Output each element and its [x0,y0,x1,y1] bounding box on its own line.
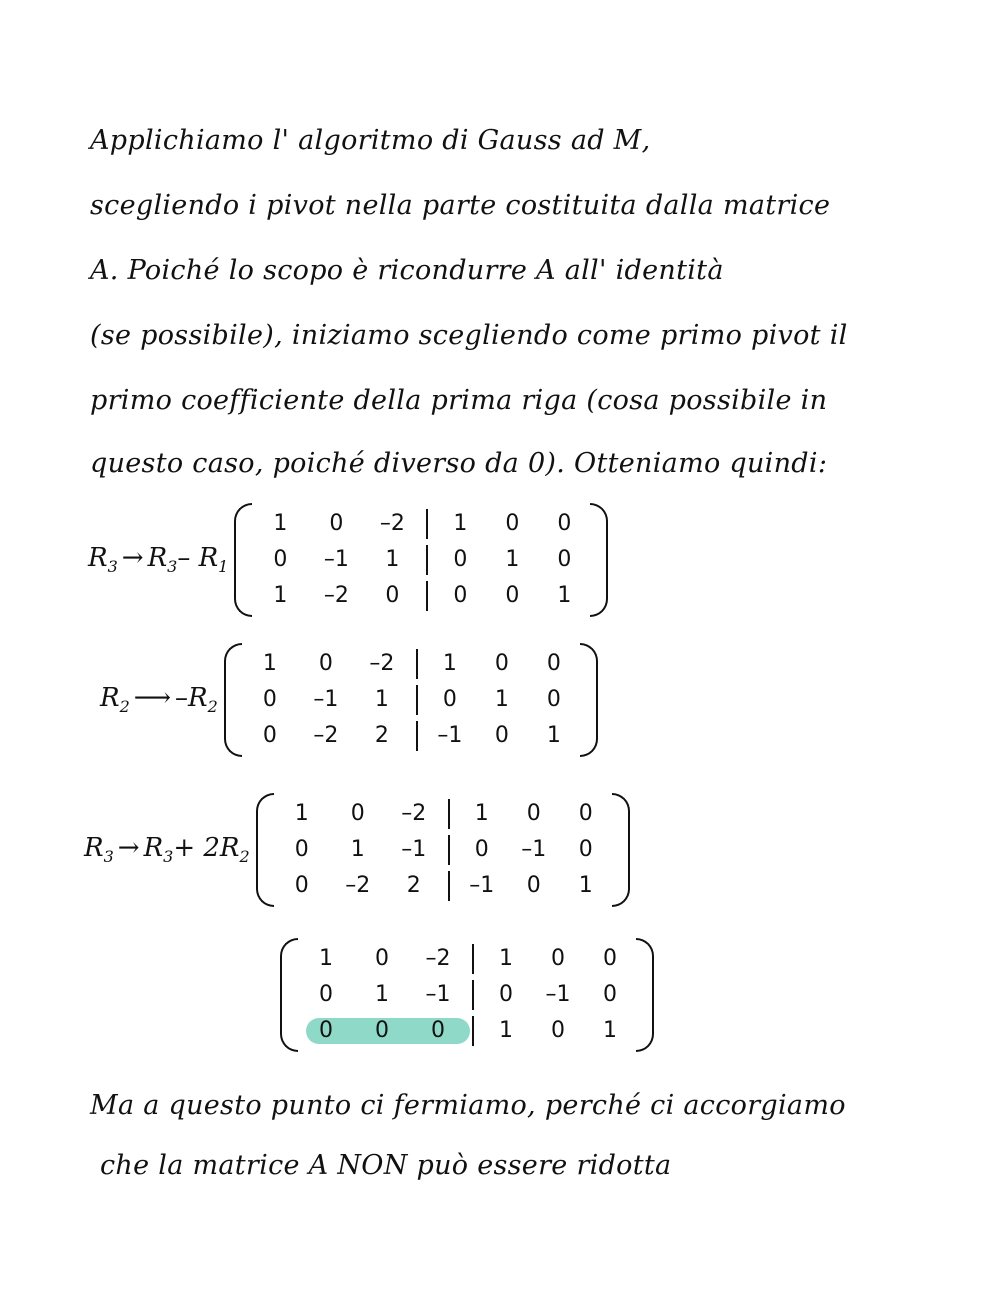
matrix-entry [274,799,330,829]
row-symbol: – R [177,543,219,574]
augment-separator [426,545,434,575]
entry-value: 0 [375,946,389,971]
entry-value: 1 [273,511,288,536]
entry-value: –2 [425,946,451,971]
matrix-entry [560,799,612,829]
entry-value: –2 [345,873,371,898]
matrix-entry [528,721,580,751]
matrix-entry [298,685,354,715]
entry-value: 1 [273,583,288,608]
matrix-entry [364,581,420,611]
matrix-entry [298,649,354,679]
matrix-entry [486,545,538,575]
augmented-matrix [224,649,598,751]
matrix-entry [528,649,580,679]
row-operation-label [84,833,250,866]
text-line: scegliendo i pivot nella parte costituita dalla matrice [90,190,831,221]
entry-value: 0 [546,687,561,712]
entry-value: 0 [505,511,520,536]
entry-value: 1 [499,946,513,971]
entry-value: 1 [350,837,365,862]
entry-value: 0 [294,837,309,862]
entry-value: 0 [578,837,593,862]
augment-separator [426,509,434,539]
entry-value: 0 [526,801,541,826]
entry-value: –1 [437,723,463,748]
row-operation-label [88,543,228,576]
matrix-entry [242,721,298,751]
text-line: Ma a questo punto ci fermiamo, perché ci accorgiamo [90,1090,846,1121]
entry-value: 0 [431,1018,445,1043]
matrix-entry [434,509,486,539]
entry-value: 0 [262,723,277,748]
matrix-entry [456,835,508,865]
entry-value: –1 [425,982,451,1007]
augment-separator [416,685,424,715]
matrix-entry [330,835,386,865]
row-symbol: –R [175,683,208,714]
text-line: Applichiamo l' algoritmo di Gauss ad M, [90,125,651,156]
entry-value: –2 [401,801,427,826]
entry-value: 0 [603,982,617,1007]
entry-value: 1 [262,651,277,676]
matrix-entry [252,581,308,611]
matrix-entry [354,685,410,715]
entry-value: 0 [499,982,513,1007]
matrix-entry [476,649,528,679]
matrix-entry [538,545,590,575]
entry-value: 0 [294,873,309,898]
row-symbol: ⟶ [133,683,172,714]
text-line: questo caso, poiché diverso da 0). Otteniamo quindi: [90,448,828,479]
row-symbol: → [117,833,140,864]
matrix-entry [410,980,466,1010]
entry-value: 0 [319,982,333,1007]
matrix-entry [480,944,532,974]
matrix-entry [252,545,308,575]
matrix-entry [476,721,528,751]
augment-separator [472,980,480,1010]
augmented-matrix [280,944,654,1046]
matrix-entry [298,944,354,974]
matrix-entry [274,871,330,901]
entry-value: 0 [494,723,509,748]
entry-value: 0 [385,583,400,608]
matrix-entry [308,545,364,575]
entry-value: –1 [323,547,349,572]
entry-value: 0 [546,651,561,676]
entry-value: 0 [557,511,572,536]
row-symbol: R [88,543,108,574]
entry-value: 1 [557,583,572,608]
row-symbol: R [147,543,168,574]
matrix-entry [252,509,308,539]
row-operation-label [100,683,218,716]
matrix-entry [532,944,584,974]
entry-value: 0 [350,801,365,826]
entry-value: –2 [369,651,395,676]
row-symbol: → [121,543,144,574]
matrix-entry [298,1016,354,1046]
matrix-entry [308,581,364,611]
matrix-entry [330,871,386,901]
matrix-entry [584,980,636,1010]
entry-value: 1 [494,687,509,712]
entry-value: 1 [474,801,489,826]
entry-value: 0 [442,687,457,712]
entry-value: 0 [273,547,288,572]
entry-value: 0 [453,547,468,572]
matrix-entry [274,835,330,865]
matrix-entry [354,649,410,679]
entry-value: 2 [374,723,389,748]
row-index: 3 [103,847,114,867]
matrix-entry [508,871,560,901]
matrix-entry [424,685,476,715]
entry-value: 0 [453,583,468,608]
matrix-entry [354,944,410,974]
matrix-entry [508,835,560,865]
matrix-entry [560,871,612,901]
entry-value: 1 [603,1018,617,1043]
matrix-entry [354,721,410,751]
entry-value: 0 [551,946,565,971]
entry-value: 1 [319,946,333,971]
matrix-entry [456,871,508,901]
row-index: 2 [239,847,250,867]
entry-value: 1 [374,687,389,712]
matrix-entry [528,685,580,715]
augment-separator [472,1016,480,1046]
matrix-entry [584,1016,636,1046]
augment-separator [448,871,456,901]
row-index: 2 [207,697,218,717]
entry-value: –1 [521,837,547,862]
augment-separator [448,835,456,865]
augment-separator [448,799,456,829]
matrix-entry [434,545,486,575]
text-line: che la matrice A NON può essere ridotta [100,1150,672,1181]
row-symbol: + 2R [173,833,240,864]
augmented-matrix [256,799,630,901]
entry-value: –2 [379,511,405,536]
matrix-entry [584,944,636,974]
row-index: 1 [218,557,229,577]
matrix-entry [434,581,486,611]
entry-value: 1 [375,982,389,1007]
entry-value: 0 [318,651,333,676]
entry-value: –2 [323,583,349,608]
entry-value: 1 [499,1018,513,1043]
entry-value: –1 [313,687,339,712]
matrix-entry [330,799,386,829]
entry-value: 2 [406,873,421,898]
entry-value: –1 [469,873,495,898]
row-symbol: R [143,833,164,864]
matrix-entry [242,685,298,715]
row-symbol: R [84,833,104,864]
matrix-entry [242,649,298,679]
entry-value: 0 [526,873,541,898]
row-index: 3 [163,847,174,867]
entry-value: 0 [551,1018,565,1043]
row-index: 3 [107,557,118,577]
augment-separator [426,581,434,611]
matrix-entry [476,685,528,715]
matrix-entry [480,1016,532,1046]
matrix-entry [410,1016,466,1046]
row-operation-step [100,640,598,760]
matrix-entry [298,721,354,751]
row-index: 2 [119,697,130,717]
entry-value: 0 [474,837,489,862]
matrix-entry [354,980,410,1010]
matrix-entry [480,980,532,1010]
row-symbol: R [100,683,120,714]
matrix-entry [386,871,442,901]
matrix-entry [410,944,466,974]
entry-value: 0 [578,801,593,826]
row-operation-step [84,790,630,910]
augment-separator [472,944,480,974]
entry-value: –2 [313,723,339,748]
row-operation-step [88,500,608,620]
entry-value: 1 [453,511,468,536]
entry-value: 1 [385,547,400,572]
augmented-matrix [234,509,608,611]
matrix-entry [532,980,584,1010]
matrix-entry [532,1016,584,1046]
entry-value: 1 [442,651,457,676]
entry-value: 0 [329,511,344,536]
text-line: (se possibile), iniziamo scegliendo come primo pivot il [90,320,848,351]
entry-value: –1 [401,837,427,862]
augment-separator [416,649,424,679]
text-line: A. Poiché lo scopo è ricondurre A all' identità [90,255,724,286]
row-index: 3 [167,557,178,577]
matrix-entry [386,835,442,865]
entry-value: 0 [375,1018,389,1043]
entry-value: 1 [578,873,593,898]
row-operation-step [280,935,654,1055]
entry-value: 0 [603,946,617,971]
entry-value: 1 [294,801,309,826]
matrix-entry [386,799,442,829]
entry-value: 0 [494,651,509,676]
entry-value: 0 [505,583,520,608]
matrix-entry [508,799,560,829]
entry-value: 0 [262,687,277,712]
matrix-entry [538,581,590,611]
matrix-entry [538,509,590,539]
entry-value: –1 [545,982,571,1007]
matrix-entry [364,509,420,539]
entry-value: 1 [505,547,520,572]
matrix-entry [486,581,538,611]
matrix-entry [364,545,420,575]
matrix-entry [486,509,538,539]
matrix-entry [424,721,476,751]
entry-value: 1 [546,723,561,748]
matrix-entry [308,509,364,539]
augment-separator [416,721,424,751]
entry-value: 0 [557,547,572,572]
matrix-entry [456,799,508,829]
matrix-entry [298,980,354,1010]
matrix-entry [560,835,612,865]
text-line: primo coefficiente della prima riga (cosa possibile in [90,385,828,416]
entry-value: 0 [319,1018,333,1043]
matrix-entry [354,1016,410,1046]
matrix-entry [424,649,476,679]
